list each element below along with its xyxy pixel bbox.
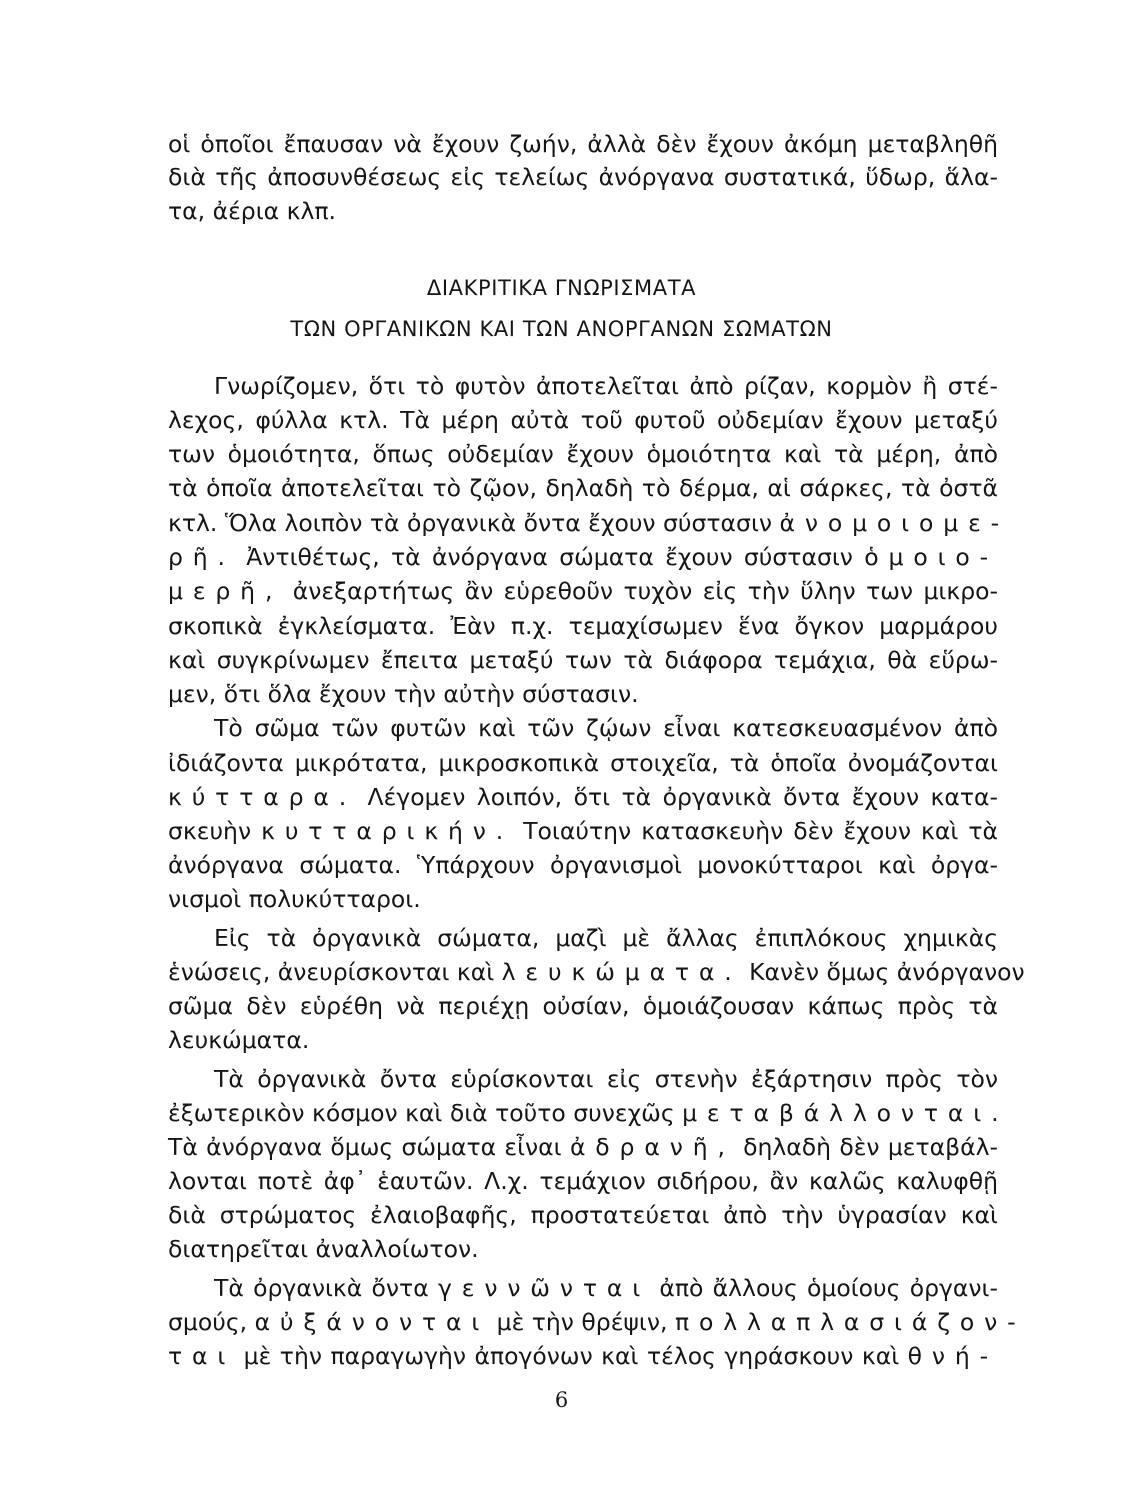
intro-line: τα, ἀέρια κλπ. bbox=[168, 197, 336, 225]
paragraph-line bbox=[168, 507, 1009, 539]
paragraph-line bbox=[168, 815, 998, 847]
paragraph-line: τὰ ὁποῖα ἀποτελεῖται τὸ ζῷον, δηλαδὴ τὸ δέρμα, αἱ σάρκες, τὰ ὀστᾶ bbox=[168, 474, 998, 502]
text-run: ἀνεξαρτήτως ἂν εὑρεθοῦν τυχὸν εἰς τὴν ὕλην των μικρο- bbox=[282, 577, 998, 605]
text-run: ἀπὸ ἄλλους ὁμοίους ὀργανι- bbox=[650, 1274, 998, 1302]
paragraph-line bbox=[168, 541, 998, 573]
text-run: Τὰ ἀνόργανα ὅμως σώματα εἶναι bbox=[168, 1133, 570, 1161]
paragraph-line: σκοπικὰ ἐγκλείσματα. Ἐὰν π.χ. τεμαχίσωμεν ἕνα ὄγκον μαρμάρου bbox=[168, 612, 998, 640]
text-run: ἐξωτερικὸν κόσμον καὶ διὰ τοῦτο συνεχῶς bbox=[168, 1099, 683, 1127]
spaced-emphasis: μεταβάλλονται. bbox=[682, 1099, 1009, 1127]
text-run: ἑνώσεις, ἀνευρίσκονται καὶ bbox=[168, 958, 502, 986]
paragraph-line: λονται ποτὲ ἀφ᾽ ἑαυτῶν. Λ.χ. τεμάχιον σιδήρου, ἂν καλῶς καλυφθῇ bbox=[168, 1167, 998, 1195]
text-run: Λέγομεν λοιπόν, ὅτι τὰ ὀργανικὰ ὄντα ἔχουν κατα- bbox=[356, 783, 998, 811]
paragraph-line bbox=[214, 1272, 998, 1304]
spaced-emphasis: ὁμοιο- bbox=[864, 543, 998, 571]
text-run: Τοιαύτην κατασκευὴν δὲν ἔχουν καὶ τὰ bbox=[513, 817, 998, 845]
paragraph-line: Εἰς τὰ ὀργανικὰ σώματα, μαζὶ μὲ ἄλλας ἐπιπλόκους χημικὰς bbox=[214, 924, 998, 952]
paragraph-line bbox=[168, 781, 998, 813]
spaced-emphasis: λευκώματα. bbox=[501, 958, 742, 986]
paragraph-line: Γνωρίζομεν, ὅτι τὸ φυτὸν ἀποτελεῖται ἀπὸ ρίζαν, κορμὸν ἢ στέ- bbox=[214, 372, 998, 400]
paragraph-line: Τὰ ὀργανικὰ ὄντα εὑρίσκονται εἰς στενὴν ἐξάρτησιν πρὸς τὸν bbox=[214, 1065, 998, 1093]
text-run: δηλαδὴ δὲν μεταβάλ- bbox=[734, 1133, 998, 1161]
text-run: Τὰ ὀργανικὰ ὄντα bbox=[214, 1274, 438, 1302]
spaced-emphasis: μερῆ, bbox=[168, 577, 283, 605]
text-run: σκευὴν bbox=[168, 817, 262, 845]
intro-line: οἱ ὁποῖοι ἔπαυσαν νὰ ἔχουν ζωήν, ἀλλὰ δὲν ἔχουν ἀκόμη μεταβληθῆ bbox=[168, 130, 998, 158]
paragraph-line bbox=[168, 1306, 1026, 1338]
text-run: Ἀντιθέτως, τὰ ἀνόργανα σώματα ἔχουν σύστασιν bbox=[234, 543, 865, 571]
paragraph-line: λεχος, φύλλα κτλ. Τὰ μέρη αὐτὰ τοῦ φυτοῦ οὐδεμίαν ἔχουν μεταξύ bbox=[168, 406, 998, 434]
paragraph-line: σῶμα δὲν εὑρέθη νὰ περιέχῃ οὐσίαν, ὁμοιάζουσαν κάπως πρὸς τὰ bbox=[168, 992, 998, 1020]
spaced-emphasis: θνή- bbox=[907, 1342, 998, 1370]
paragraph-line bbox=[168, 956, 1025, 988]
text-run: σμούς, bbox=[168, 1308, 255, 1336]
paragraph-line: ἀνόργανα σώματα. Ὑπάρχουν ὀργανισμοὶ μονοκύτταροι καὶ ὀργα- bbox=[168, 851, 998, 879]
paragraph-line: διατηρεῖται ἀναλλοίωτον. bbox=[168, 1235, 479, 1263]
paragraph-line: νισμοὶ πολυκύτταροι. bbox=[168, 885, 421, 913]
paragraph-line: των ὁμοιότητα, ὅπως οὐδεμίαν ἔχουν ὁμοιότητα καὶ τὰ μέρη, ἀπὸ bbox=[168, 440, 998, 468]
intro-line: διὰ τῆς ἀποσυνθέσεως εἰς τελείως ἀνόργανα συστατικά, ὕδωρ, ἅλα- bbox=[168, 163, 998, 191]
paragraph-line: Τὸ σῶμα τῶν φυτῶν καὶ τῶν ζῴων εἶναι κατεσκευασμένον ἀπὸ bbox=[214, 714, 998, 742]
spaced-emphasis: ται bbox=[168, 1342, 236, 1370]
paragraph-line bbox=[168, 1340, 998, 1372]
page-number: 6 bbox=[554, 1388, 569, 1412]
paragraph-line: μεν, ὅτι ὅλα ἔχουν τὴν αὐτὴν σύστασιν. bbox=[168, 680, 639, 708]
paragraph-line: καὶ συγκρίνωμεν ἔπειτα μεταξύ των τὰ διάφορα τεμάχια, θὰ εὕρω- bbox=[168, 646, 998, 674]
spaced-emphasis: κυτταρικήν. bbox=[261, 817, 514, 845]
spaced-emphasis: γεννῶνται bbox=[437, 1274, 651, 1302]
spaced-emphasis: κύτταρα. bbox=[168, 783, 357, 811]
text-run: κτλ. Ὅλα λοιπὸν τὰ ὀργανικὰ ὄντα ἔχουν σύστασιν bbox=[168, 509, 780, 537]
text-run: Κανὲν ὅμως ἀνόργανον bbox=[741, 958, 1025, 986]
paragraph-line bbox=[168, 1097, 1009, 1129]
spaced-emphasis: ρῆ. bbox=[168, 543, 235, 571]
spaced-emphasis: ἀνομοιομε- bbox=[779, 509, 1009, 537]
spaced-emphasis: ἀδρανῆ, bbox=[569, 1133, 735, 1161]
text-run: μὲ τὴν θρέψιν, bbox=[489, 1308, 675, 1336]
paragraph-line bbox=[168, 575, 998, 607]
paragraph-line: διὰ στρώματος ἐλαιοβαφῆς, προστατεύεται ἀπὸ τὴν ὑγρασίαν καὶ bbox=[168, 1201, 998, 1229]
paragraph-line: λευκώματα. bbox=[168, 1026, 310, 1054]
paragraph-line bbox=[168, 1131, 998, 1163]
spaced-emphasis: αὐξάνονται bbox=[254, 1308, 490, 1336]
section-subtitle: ΤΩΝ ΟΡΓΑΝΙΚΩΝ ΚΑΙ ΤΩΝ ΑΝΟΡΓΑΝΩΝ ΣΩΜΑΤΩΝ bbox=[290, 317, 833, 341]
spaced-emphasis: πολλαπλασιάζον- bbox=[674, 1308, 1026, 1336]
section-title: ΔΙΑΚΡΙΤΙΚΑ ΓΝΩΡΙΣΜΑΤΑ bbox=[426, 276, 697, 300]
paragraph-line: ἰδιάζοντα μικρότατα, μικροσκοπικὰ στοιχεῖα, τὰ ὁποῖα ὀνομάζονται bbox=[168, 749, 998, 777]
text-run: μὲ τὴν παραγωγὴν ἀπογόνων καὶ τέλος γηράσκουν καὶ bbox=[235, 1342, 908, 1370]
